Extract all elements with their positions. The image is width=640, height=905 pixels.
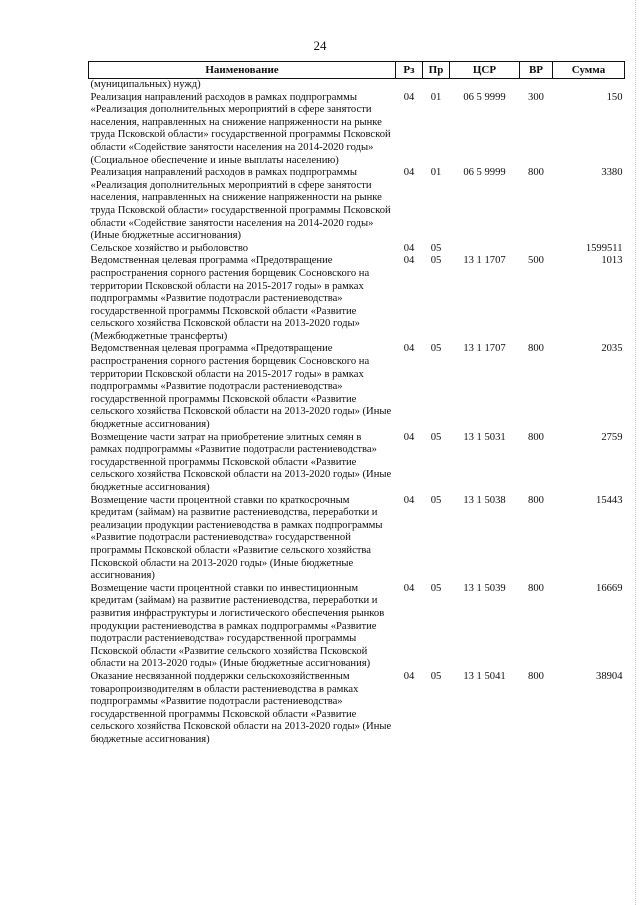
cell-rz: 04 [403, 255, 415, 267]
cell-sum: 1013 [601, 255, 623, 267]
cell-csr: 13 1 5031 [463, 431, 506, 443]
cell-csr: 13 1 1707 [463, 255, 506, 267]
table-header-row [89, 62, 625, 79]
table-row [89, 255, 625, 343]
budget-table [88, 61, 625, 746]
cell-vr: 800 [528, 670, 544, 682]
column-header-sum: Сумма [553, 62, 625, 79]
cell-vr: 500 [528, 255, 544, 267]
cell-sum: 150 [606, 91, 623, 103]
cell-pr: 05 [430, 431, 442, 443]
cell-sum: 16669 [596, 582, 623, 594]
cell-rz: 04 [403, 242, 415, 254]
cell-rz: 04 [403, 582, 415, 594]
cell-vr: 800 [528, 494, 544, 506]
cell-pr: 05 [430, 670, 442, 682]
cell-rz [396, 79, 423, 92]
cell-name: (муниципальных) нужд) [90, 79, 201, 90]
table-row [89, 92, 625, 168]
column-header-csr: ЦСР [450, 62, 520, 79]
cell-vr: 800 [528, 343, 544, 355]
cell-rz: 04 [403, 343, 415, 355]
cell-name: Ведомственная целевая программа «Предотвращение распространения сорного растения борщевик Сосновского на территории Псковской области на 2015-2017 годы» в рамках подпрограммы «Развитие подотрасли растениеводства» государственной программы Псковской области «Развитие сельского хозяйства Псковской области на 2013-2020 годы» (Иные бюджетные ассигнования) [90, 343, 392, 431]
cell-pr [423, 79, 450, 92]
cell-name: Сельское хозяйство и рыболовство [90, 242, 249, 254]
cell-pr: 05 [430, 494, 442, 506]
table-row [89, 671, 625, 747]
cell-sum: 38904 [596, 670, 623, 682]
table-row [89, 167, 625, 243]
cell-name: Возмещение части процентной ставки по краткосрочным кредитам (займам) на развитие растениеводства, переработки и реализации продукции растениеводства в рамках подпрограммы «Развитие подотрасли растениеводства» государственной программы Псковской области «Развитие сельского хозяйства Псковской области на 2013-2020 годы» (Иные бюджетные ассигнования) [90, 494, 383, 582]
cell-pr: 01 [430, 91, 442, 103]
cell-sum [553, 79, 625, 92]
cell-csr: 06 5 9999 [463, 91, 506, 103]
table-row [89, 432, 625, 495]
cell-vr: 800 [528, 582, 544, 594]
cell-rz: 04 [403, 670, 415, 682]
cell-csr: 13 1 5038 [463, 494, 506, 506]
cell-name: Реализация направлений расходов в рамках подпрограммы «Реализация дополнительных мероприятий в сфере занятости населения, направленных на снижение напряженности на рынке труда Псковской области» государственной программы Псковской области «Содействие занятости населения на 2014-2020 годы» (Иные бюджетные ассигнования) [90, 167, 391, 242]
cell-sum: 2035 [601, 343, 623, 355]
cell-vr: 800 [528, 167, 544, 179]
table-row [89, 343, 625, 431]
cell-vr [520, 243, 553, 256]
cell-vr: 300 [528, 91, 544, 103]
table-body [89, 79, 625, 747]
cell-pr: 05 [430, 255, 442, 267]
cell-csr: 06 5 9999 [463, 167, 506, 179]
cell-name: Ведомственная целевая программа «Предотвращение распространения сорного растения борщевик Сосновского на территории Псковской области на 2015-2017 годы» в рамках подпрограммы «Развитие подотрасли растениеводства» государственной программы Псковской области «Развитие сельского хозяйства Псковской области на 2013-2020 годы» (Межбюджетные трансферты) [90, 255, 370, 342]
cell-name: Возмещение части затрат на приобретение элитных семян в рамках подпрограммы «Развитие подотрасли растениеводства» государственной программы Псковской области «Развитие сельского хозяйства Псковской области на 2013-2020 годы» (Иные бюджетные ассигнования) [90, 431, 392, 493]
cell-sum: 2759 [601, 431, 623, 443]
cell-sum: 3380 [601, 167, 623, 179]
cell-csr [450, 243, 520, 256]
column-header-rz: Рз [396, 62, 423, 79]
page-margin-line [634, 0, 636, 905]
table-row [89, 583, 625, 671]
cell-pr: 01 [430, 167, 442, 179]
cell-vr: 800 [528, 431, 544, 443]
table-row [89, 495, 625, 583]
cell-name: Возмещение части процентной ставки по инвестиционным кредитам (займам) на развитие растениеводства, переработки и развития инфраструктуры и логистического обеспечения рынков продукции растениеводства в рамках подпрограммы «Развитие подотрасли растениеводства» государственной программы Псковской области «Развитие сельского хозяйства Псковской области на 2013-2020 годы» (Иные бюджетные ассигнования) [90, 582, 385, 670]
column-header-vr: ВР [520, 62, 553, 79]
cell-csr: 13 1 5039 [463, 582, 506, 594]
cell-name: Реализация направлений расходов в рамках подпрограммы «Реализация дополнительных мероприятий в сфере занятости населения, направленных на снижение напряженности на рынке труда Псковской области» государственной программы Псковской области «Содействие занятости населения на 2014-2020 годы» (Социальное обеспечение и иные выплаты населению) [90, 91, 391, 166]
cell-csr [450, 79, 520, 92]
cell-sum: 1599511 [585, 242, 623, 254]
page-number: 24 [313, 38, 327, 53]
cell-rz: 04 [403, 431, 415, 443]
column-header-name: Наименование [89, 62, 396, 79]
cell-rz: 04 [403, 91, 415, 103]
cell-rz: 04 [403, 494, 415, 506]
table-row [89, 79, 625, 92]
cell-vr [520, 79, 553, 92]
cell-csr: 13 1 5041 [463, 670, 506, 682]
column-header-pr: Пр [423, 62, 450, 79]
cell-pr: 05 [430, 242, 442, 254]
cell-pr: 05 [430, 343, 442, 355]
cell-name: Оказание несвязанной поддержки сельскохозяйственным товаропроизводителям в области растениеводства в рамках подпрограммы «Развитие подотрасли растениеводства» государственной программы Псковской области «Развитие сельского хозяйства Псковской области на 2013-2020 годы» (Иные бюджетные ассигнования) [90, 670, 392, 745]
cell-csr: 13 1 1707 [463, 343, 506, 355]
cell-pr: 05 [430, 582, 442, 594]
table-row [89, 243, 625, 256]
cell-sum: 15443 [596, 494, 623, 506]
cell-rz: 04 [403, 167, 415, 179]
